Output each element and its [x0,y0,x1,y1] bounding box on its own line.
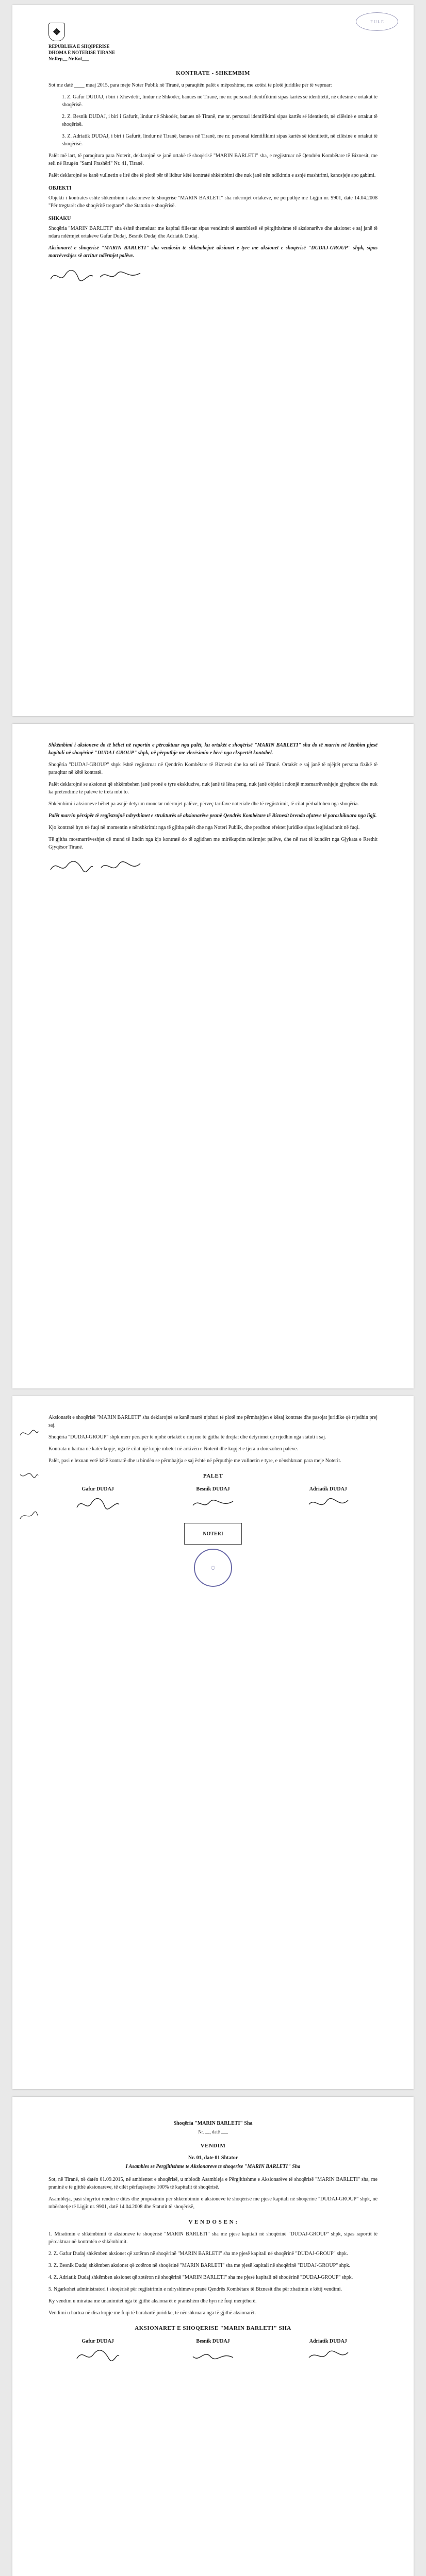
parties-label: PALET [203,1473,223,1479]
decision-number: Nr. 01, date 01 Shtator [188,2155,238,2161]
signer-name: Gafur DUDAJ [81,1486,114,1492]
paragraph: Të gjitha mosmarrëveshjet që mund të lindin nga kjo kontratë do të zgjidhen me mirëkuptim ndërmjet palëve, dhe në rast të kundërt nga Gjykata e Rrethit Gjyqësor Tiranë. [48,837,378,850]
signer-name: Besnik DUDAJ [196,2338,230,2344]
signer-adriatik [279,1486,378,1516]
paragraph: Palët deklarojnë se aksionet që shkëmbehen janë pronë e tyre ekskluzive, nuk janë të lëna peng, nuk janë objekt i ndonjë mosmarrëveshjeje gjyqësore dhe nuk ka pretendime të palëve të treta mbi to. [48,782,378,795]
paragraph: Palët më lart, të paraqitura para Noterit, deklarojnë se janë ortakë të shoqërisë "MARIN BARLETI" sha, e regjistruar në Qendrën Kombëtare të Biznesit, me seli në Rrugën "Sami Frashëri" Nr. 41, Tiranë. [48,153,378,166]
document-page-2 [12,724,414,1388]
decision-subtitle: I Asambles se Pergjithshme te Aksionareve te shoqerise "MARIN BARLETI" Sha [125,2164,301,2170]
handwritten-signature [75,1495,121,1513]
company-name: Shoqëria "MARIN BARLETI" Sha [173,2121,253,2126]
handwritten-signature [97,267,143,284]
header-notary-chamber: DHOMA E NOTERISE TIRANE [48,50,116,55]
decision-title: VENDIM [200,2143,226,2149]
paragraph: Shkëmbimi i aksioneve bëhet pa asnjë detyrim monetar ndërmjet palëve, përveç tarifave noteriale dhe të regjistrimit, të cilat përballohen nga shoqëria. [48,801,359,807]
party-adriatik: 3. Z. Adriatik DUDAJ, i biri i Gafurit, lindur në Tiranë, banues në Tiranë, me nr. personal identifikimi sipas kartës së identitetit, në cilësinë e ortakut të shoqërisë. [62,133,378,147]
decision-item: 3. Z. Besnik Dudaj shkëmben aksionet që zotëron në shoqërinë "MARIN BARLETI" sha me pjesë kapitali në shoqërinë "DUDAJ-GROUP" shpk. [48,2263,351,2268]
italic-clause: Aksionarët e shoqërisë "MARIN BARLETI" sha vendosin të shkëmbejnë aksionet e tyre me aksionet e shoqërisë "DUDAJ-GROUP" shpk, sipas marrëveshjes së arritur ndërmjet palëve. [48,245,378,259]
paragraph: Kjo kontratë hyn në fuqi në momentin e nënshkrimit nga të gjitha palët dhe nga Noteri Publik, dhe prodhon efektet juridike sipas legjislacionit në fuqi. [48,825,360,831]
document-page-4 [12,2097,414,2576]
paragraph: Sot, në Tiranë, në datën 01.09.2015, në ambientet e shoqërisë, u mblodh Asambleja e Përgjithshme e Aksionarëve të shoqërisë "MARIN BARLETI" sha, me praninë e të gjithë aksionarëve, të cilët përfaqësojnë 100% të kapitalit të shoqërisë. [48,2177,378,2190]
paragraph: Objekti i kontratës është shkëmbimi i aksioneve të shoqërisë "MARIN BARLETI" sha ndërmjet ortakëve, në përputhje me Ligjin nr. 9901, datë 14.04.2008 "Për tregtarët dhe shoqëritë tregtare" dhe Statutin e shoqërisë. [48,195,378,209]
signature-block [48,1486,378,1516]
notary-stamp-icon: ◯ [194,1549,232,1587]
section-title-objekti: OBJEKTI [48,185,72,191]
paragraph: Vendimi u hartua në disa kopje me fuqi të barabartë juridike, të nënshkruara nga të gjithë aksionarët. [48,2310,256,2316]
handwritten-signature [97,858,143,876]
vendosen-label: V E N D O S E N : [188,2219,238,2225]
paragraph: Shoqëria "MARIN BARLETI" sha është themeluar me kapital fillestar sipas vendimit të asamblesë së përgjithshme të aksionarëve dhe aksionet e saj janë të ndara ndërmjet ortakëve Gafur Dudaj, Besnik Dudaj dhe Adriatik Dudaj. [48,226,378,239]
contract-intro: Sot me datë ____ muaj 2015, para meje Noter Publik në Tiranë, u paraqitën palët e mëposhtme, me zotësi të plotë juridike për të vepruar: [48,82,332,88]
handwritten-signature [305,1495,351,1513]
paragraph: Ky vendim u miratua me unanimitet nga të gjithë aksionarët e pranishëm dhe hyn në fuqi menjëherë. [48,2298,257,2304]
italic-clause: Shkëmbimi i aksioneve do të bëhet në raportin e përcaktuar nga palët, ku ortakët e shoqërisë "MARIN BARLETI" sha do të marrin në këmbim pjesë kapitali në shoqërinë "DUDAJ-GROUP" shpk, në përputhje me vlerësimin e bërë nga ekspertët kontabël. [48,742,378,756]
handwritten-signature [48,858,95,876]
signer-adriatik [279,2338,378,2368]
signer-name: Besnik DUDAJ [196,1486,230,1492]
paragraph: Palët deklarojnë se kanë vullnetin e lirë dhe të plotë për të lidhur këtë kontratë shkëmbimi dhe nuk janë nën ndikimin e asnjë mashtrimi, kanosjeje apo gabimi. [48,173,376,178]
party-besnik: 2. Z. Besnik DUDAJ, i biri i Gafurit, lindur në Shkodër, banues në Tiranë, me nr. personal identifikimi sipas kartës së identitetit, në cilësinë e ortakut të shoqërisë. [62,114,378,127]
paragraph: Asambleja, pasi shqyrtoi rendin e ditës dhe propozimin për shkëmbimin e aksioneve të shoqërisë me pjesë kapitali në shoqërinë "DUDAJ-GROUP" shpk, në mbështetje të Ligjit nr. 9901, datë 14.04.2008 dhe Statutit të shoqërisë, [48,2196,378,2210]
signer-gafur [48,2338,147,2368]
margin-initial-signature [19,1427,39,1439]
company-reference: Nr. __, datë ___ [198,2129,228,2134]
handwritten-signature [48,267,95,284]
paragraph: Kontrata u hartua në katër kopje, nga të cilat një kopje mbetet në arkivën e Noterit dhe kopjet e tjera u dorëzohen palëve. [48,1446,298,1452]
paragraph: Palët, pasi e lexuan vetë këtë kontratë dhe u bindën se përmbajtja e saj është në përputhje me vullnetin e tyre, e nënshkruan para meje Noterit. [48,1458,341,1464]
noter-box [184,1523,242,1545]
document-page-3 [12,1396,414,2089]
signer-name: Adriatik DUDAJ [309,2338,347,2344]
italic-clause: Palët marrin përsipër të regjistrojnë ndryshimet e strukturës së aksionarëve pranë Qendrës Kombëtare të Biznesit brenda afateve të parashikuara nga ligji. [48,813,377,819]
header-reference: Nr.Rep__ Nr.Kol___ [48,56,89,61]
paragraph: Shoqëria "DUDAJ-GROUP" shpk është regjistruar në Qendrën Kombëtare të Biznesit dhe ka seli në Tiranë. Ortakët e saj janë të njëjtët persona fizikë të paraqitur në këtë kontratë. [48,762,378,775]
seal-stamp [356,12,398,31]
signer-name: Gafur DUDAJ [81,2338,114,2344]
signer-gafur [48,1486,147,1516]
signer-besnik [163,1486,262,1516]
margin-initial-signature [19,1510,39,1522]
contract-title: KONTRATE - SHKEMBIM [176,70,250,76]
signer-besnik [163,2338,262,2368]
notary-header [48,23,378,62]
document-page-1 [12,5,414,716]
header-republic: REPUBLIKA E SHQIPERISE [48,44,110,49]
handwritten-signature [75,2347,121,2365]
handwritten-signature [305,2347,351,2365]
albania-emblem-icon: ❖ [48,23,65,41]
decision-item: 2. Z. Gafur Dudaj shkëmben aksionet që zotëron në shoqërinë "MARIN BARLETI" sha me pjesë kapitali në shoqërinë "DUDAJ-GROUP" shpk. [48,2251,348,2257]
decision-item: 4. Z. Adriatik Dudaj shkëmben aksionet që zotëron në shoqërinë "MARIN BARLETI" sha me pjesë kapitali në shoqërinë "DUDAJ-GROUP" shpk. [48,2275,353,2280]
decision-item: 1. Miratimin e shkëmbimit të aksioneve të shoqërisë "MARIN BARLETI" sha me pjesë kapitali në shoqërinë "DUDAJ-GROUP" shpk, sipas raportit të përcaktuar në kontratën e shkëmbimit. [48,2231,378,2245]
handwritten-signature [190,1495,236,1513]
party-gafur: 1. Z. Gafur DUDAJ, i biri i Xhevdetit, lindur në Shkodër, banues në Tiranë, me nr. personal identifikimi sipas kartës së identitetit, në cilësinë e ortakut të shoqërisë. [62,94,378,108]
signature-block [48,2338,378,2368]
signer-name: Adriatik DUDAJ [309,1486,347,1492]
noter-label: NOTERI [203,1531,223,1537]
company-header [48,2121,378,2134]
paragraph: Aksionarët e shoqërisë "MARIN BARLETI" sha deklarojnë se kanë marrë njohuri të plotë me përmbajtjen e kësaj kontrate dhe pasojat juridike që rrjedhin prej saj. [48,1415,378,1428]
handwritten-signature [190,2347,236,2365]
section-title-shkaku: SHKAKU [48,216,71,222]
seal-text: F U L E [370,19,384,24]
margin-initial-signature [19,1468,39,1481]
decision-item: 5. Ngarkohet administratori i shoqërisë për regjistrimin e ndryshimeve pranë Qendrës Kombëtare të Biznesit dhe për zbatimin e këtij vendimi. [48,2286,342,2292]
board-label: AKSIONARET E SHOQERISE "MARIN BARLETI" SHA [135,2325,291,2331]
paragraph: Shoqëria "DUDAJ-GROUP" shpk merr përsipër të njohë ortakët e rinj me të gjitha të drejtat dhe detyrimet që rrjedhin nga statuti i saj. [48,1434,326,1440]
